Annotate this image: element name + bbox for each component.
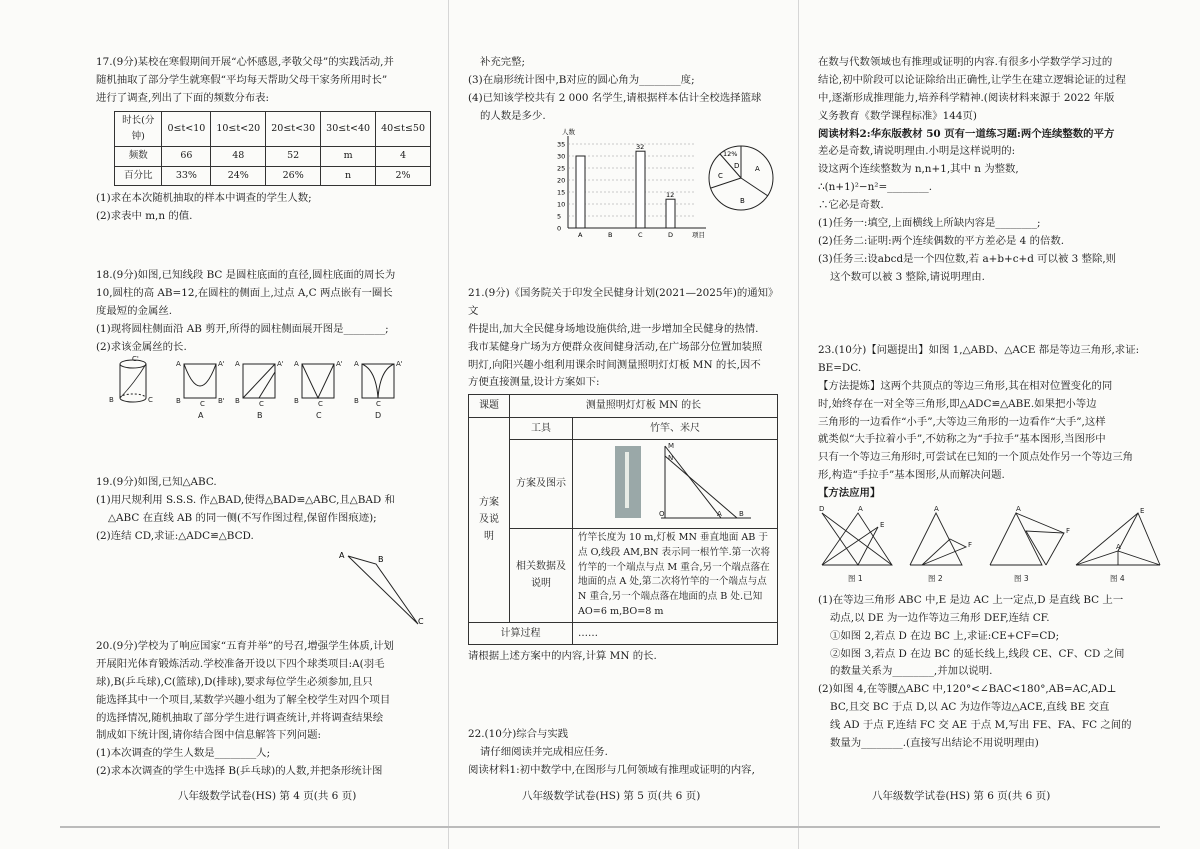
- question-23: [818, 342, 1163, 753]
- q20-sub: (3)在扇形统计图中,B对应的圆心角为________度;: [468, 73, 695, 86]
- svg-text:N: N: [668, 453, 674, 462]
- question-22: [468, 726, 786, 780]
- table-cell: 52: [266, 147, 321, 166]
- q22-line: 阅读材料1:初中数学中,在图形与几何领域有推理或证明的内容,: [468, 763, 755, 776]
- q23-line: 时,始终存在一对全等三角形,即△ADC≌△ABE.如果把小等边: [818, 397, 1097, 410]
- svg-text:A: A: [858, 505, 863, 514]
- svg-text:M: M: [668, 441, 675, 450]
- svg-text:E: E: [880, 521, 885, 530]
- table-cell: 2%: [376, 166, 431, 185]
- table-cell: ……: [573, 623, 778, 645]
- svg-text:C: C: [376, 400, 381, 409]
- q21-line: 我市某健身广场为方便群众夜间健身活动,在广场部分位置加装照: [468, 340, 763, 353]
- question-17: [96, 54, 431, 226]
- pie-label: A: [755, 164, 760, 173]
- bar-A: [576, 156, 585, 228]
- vertex-label: A: [339, 550, 345, 560]
- y-tick-label: 15: [557, 188, 566, 197]
- q21-line: 方便直接测量,设计方案如下:: [468, 376, 600, 389]
- svg-text:D: D: [819, 505, 825, 514]
- svg-text:O: O: [659, 509, 665, 518]
- q20-sub: 补充完整;: [480, 56, 526, 68]
- table-cell: 方案及图示: [510, 439, 573, 528]
- svg-text:B: B: [354, 397, 359, 406]
- q23-line: 三角形的一边看作“小手”,大等边三角形的一边看作“大手”,这样: [818, 415, 1106, 428]
- q22-line: 请仔细阅读并完成相应任务.: [480, 745, 608, 758]
- y-tick-label: 0: [557, 224, 562, 233]
- table-row: [469, 623, 778, 645]
- table-cell: 课题: [469, 395, 510, 417]
- q22-task: 这个数可以被 3 整除,请说明理由.: [830, 270, 985, 283]
- q17-line: 17.(9分)某校在寒假期间开展“心怀感恩,孝敬父母”的实践活动,并: [96, 56, 394, 68]
- x-tick-label: C: [638, 230, 643, 239]
- svg-text:A: A: [294, 360, 299, 369]
- svg-text:C: C: [200, 400, 205, 409]
- pie-chart: [709, 146, 773, 210]
- table-cell: 33%: [162, 166, 211, 185]
- question-20-continued: [468, 54, 786, 244]
- bar-and-pie-charts: [468, 126, 786, 244]
- table-cell: 竹竿、米尺: [573, 417, 778, 439]
- svg-text:C: C: [318, 400, 323, 409]
- svg-text:A': A': [336, 360, 343, 369]
- q21-line: 件提出,加大全民健身场地设施供给,进一步增加全民健身的热情.: [468, 322, 759, 335]
- svg-text:C': C': [132, 356, 139, 364]
- q18-line: 10,圆柱的高 AB=12,在圆柱的侧面上,过点 A,C 两点嵌有一圈长: [96, 286, 393, 299]
- q20-line: 球),B(乒乓球),C(篮球),D(排球),要求每位学生必须参加,且只: [96, 675, 373, 688]
- data-label: 12: [666, 190, 675, 199]
- q22-line: 阅读材料2:华东版教材 50 页有一道练习题:两个连续整数的平方: [818, 127, 1115, 140]
- option-label: B: [257, 411, 263, 421]
- q20-sub: (4)已知该学校共有 2 000 名学生,请根据样本估计全校选择篮球: [468, 91, 762, 104]
- figure-caption: 图 4: [1110, 574, 1125, 584]
- q20-sub: (1)本次调查的学生人数是________人;: [96, 747, 271, 760]
- table-cell: 相关数据及说明: [510, 528, 573, 622]
- q19-sub: (1)用尺规利用 S.S.S. 作△BAD,使得△BAD≌△ABC,且△BAD 和: [96, 493, 395, 506]
- q20-line: 的选择情况,随机抽取了部分学生进行调查统计,并将调查结果绘: [96, 711, 384, 724]
- figure-caption: 图 1: [848, 574, 863, 584]
- table-cell: 频数: [115, 147, 162, 166]
- x-tick-label: D: [668, 230, 674, 239]
- q23-line: 就类似“大手拉着小手”,不妨称之为“手拉手”基本图形,当图形中: [818, 433, 1106, 446]
- q20-sub: 的人数是多少.: [480, 109, 546, 122]
- q20-line: 20.(9分)学校为了响应国家“五育并举”的号召,增强学生体质,计划: [96, 640, 394, 652]
- cylinder-figures: [96, 356, 416, 422]
- y-tick-label: 10: [557, 200, 566, 209]
- table-cell: 10≤t<20: [211, 111, 266, 147]
- page-divider: [798, 0, 799, 849]
- triangle-abc-figure: [96, 546, 431, 626]
- table-row: [469, 439, 778, 528]
- table-cell: 测量照明灯灯板 MN 的长: [510, 395, 778, 417]
- scheme-table: [468, 394, 778, 645]
- svg-text:B: B: [235, 397, 240, 406]
- q17-line: 进行了调查,列出了下面的频数分布表:: [96, 91, 270, 104]
- question-22-continued: [818, 54, 1163, 287]
- svg-text:C: C: [259, 400, 264, 409]
- q23-line: BE=DC.: [818, 361, 862, 374]
- bar-chart: [557, 127, 706, 239]
- q20-charts: [468, 126, 786, 244]
- q19-sub: △ABC 在直线 AB 的同一侧(不写作图过程,保留作图痕迹);: [108, 511, 377, 524]
- page-footer: 八年级数学试卷(HS) 第 5 页(共 6 页): [522, 790, 701, 802]
- y-axis-title: 人数: [562, 127, 575, 136]
- q23-figures: [818, 503, 1163, 585]
- svg-text:A': A': [218, 360, 225, 369]
- question-21: [468, 285, 786, 666]
- svg-text:B: B: [294, 397, 299, 406]
- table-cell: 24%: [211, 166, 266, 185]
- q17-sub: (1)求在本次随机抽取的样本中调查的学生人数;: [96, 191, 312, 204]
- question-19: [96, 474, 431, 632]
- table-cell: 20≤t<30: [266, 111, 321, 147]
- table-cell: 竹竿长度为 10 m,灯板 MN 垂直地面 AB 于点 O,线段 AM,BN 表示同一根竹竿.第一次将竹竿的一个端点与点 M 重合,另一个端点落在地面的点 A 处,第二次将竹竿的一个端点与点 N 重合,另一个端点落在地面的点 B 处.已知 AO=6 m,BO=8 m: [573, 528, 778, 622]
- svg-text:A: A: [354, 360, 359, 369]
- table-row: [115, 147, 431, 166]
- q20-line: 能选择其中一个项目,某数学兴趣小组为了解全校学生对四个项目: [96, 693, 391, 706]
- page-footer: 八年级数学试卷(HS) 第 4 页(共 6 页): [178, 790, 357, 802]
- table-cell: 百分比: [115, 166, 162, 185]
- table-row: [115, 166, 431, 185]
- y-tick-label: 25: [557, 164, 566, 173]
- svg-text:A: A: [934, 505, 939, 514]
- pie-label: C: [718, 171, 723, 180]
- table-row: [115, 111, 431, 147]
- option-label: A: [198, 411, 204, 421]
- q21-line: 明灯,向阳兴趣小组利用课余时间测量照明灯灯板 MN 的长,因不: [468, 358, 761, 371]
- q22-task: (1)任务一:填空,上面横线上所缺内容是________;: [818, 217, 1041, 230]
- table-cell: 方案及说明: [469, 417, 510, 623]
- svg-text:B': B': [218, 397, 225, 406]
- table-cell: 66: [162, 147, 211, 166]
- x-tick-label: B: [608, 230, 613, 239]
- q23-sub: BC,且交 BC 于点 D,以 AC 为边作等边△ACE,直线 BE 交直: [830, 701, 1110, 714]
- q22-line: 在数与代数领域也有推理或证明的内容.有很多小学数学学习过的: [818, 56, 1113, 68]
- frequency-table: [114, 111, 431, 186]
- table-row: [469, 395, 778, 417]
- svg-text:A: A: [1016, 505, 1021, 514]
- svg-text:B: B: [739, 509, 744, 518]
- table-cell: 时长(分钟): [115, 111, 162, 147]
- q23-sub: 线 AD 于点 F,连结 FC 交 AE 于点 M,写出 FE、FA、FC 之间的: [830, 719, 1132, 732]
- svg-text:A': A': [396, 360, 403, 369]
- q23-line: 【方法应用】: [818, 487, 881, 500]
- pie-label: B: [740, 196, 745, 205]
- q23-line: 【方法提炼】这两个共顶点的等边三角形,其在相对位置变化的同: [818, 379, 1113, 392]
- data-label: 32: [636, 142, 645, 151]
- q22-line: 结论,初中阶段可以论证除给出正确性,让学生在建立逻辑论证的过程: [818, 73, 1126, 86]
- lamp-pole: [625, 452, 629, 508]
- q20-sub: (2)求本次调查的学生中选择 B(乒乓球)的人数,并把条形统计图: [96, 765, 383, 778]
- q23-line: 形,构造“手拉手”基本图形,从而解决问题.: [818, 469, 1005, 482]
- q22-line: ∴(n+1)²−n²=________.: [818, 181, 933, 194]
- question-18: [96, 267, 431, 429]
- table-cell: 48: [211, 147, 266, 166]
- y-tick-label: 20: [557, 176, 566, 185]
- q20-line: 开展阳光体育锻炼活动.学校准备开设以下四个球类项目:A(羽毛: [96, 657, 385, 670]
- q18-sub: (2)求该金属丝的长.: [96, 340, 187, 353]
- q22-line: 差必是奇数,请说明理由.小明是这样说明的:: [818, 145, 1016, 158]
- x-axis-title: 项目: [692, 230, 705, 239]
- svg-text:B: B: [109, 396, 114, 405]
- svg-text:C: C: [148, 396, 153, 405]
- table-cell: 工具: [510, 417, 573, 439]
- bar-C: [636, 151, 645, 228]
- y-tick-label: 5: [557, 212, 562, 221]
- q17-sub: (2)求表中 m,n 的值.: [96, 209, 193, 222]
- q23-sub: ②如图 3,若点 D 在边 BC 的延长线上,线段 CE、CF、CD 之间: [830, 647, 1125, 660]
- q23-sub: ①如图 2,若点 D 在边 BC 上,求证:CE+CF=CD;: [830, 629, 1060, 642]
- q17-line: 随机抽取了部分学生就寒假“平均每天帮助父母干家务所用时长”: [96, 73, 388, 86]
- bar-D: [666, 199, 675, 228]
- q22-line: 设这两个连续整数为 n,n+1,其中 n 为整数,: [818, 163, 1019, 176]
- x-tick-label: A: [578, 230, 583, 239]
- q23-sub: 数量为________.(直接写出结论不用说明理由): [830, 737, 1039, 750]
- option-label: D: [375, 411, 382, 421]
- q23-line: 只有一个等边三角形时,可尝试在已知的一个顶点处作另一个等边三角: [818, 451, 1134, 464]
- table-cell: m: [321, 147, 376, 166]
- q23-sub: 动点,以 DE 为一边作等边三角形 DEF,连结 CF.: [830, 611, 1050, 624]
- table-cell: [573, 439, 778, 528]
- svg-text:A: A: [1116, 543, 1121, 552]
- option-label: C: [316, 411, 322, 421]
- svg-text:A': A': [277, 360, 284, 369]
- q22-line: 中,逐渐形成推理能力,培养科学精神.(阅读材料来源于 2022 年版: [818, 91, 1115, 104]
- table-cell: n: [321, 166, 376, 185]
- q22-line: ∴它必是奇数.: [818, 199, 884, 212]
- q19-line: 19.(9分)如图,已知△ABC.: [96, 476, 217, 488]
- q19-sub: (2)连结 CD,求证:△ADC≌△BCD.: [96, 529, 254, 542]
- lamp-measurement-figure: [573, 440, 763, 522]
- table-cell: 40≤t≤50: [376, 111, 431, 147]
- q22-line: 22.(10分)综合与实践: [468, 728, 569, 740]
- page-5: [468, 50, 786, 795]
- pie-label: D: [734, 161, 740, 170]
- svg-text:E: E: [1140, 507, 1145, 516]
- page-4: [96, 50, 431, 795]
- q23-line: 23.(10分)【问题提出】如图 1,△ABD、△ACE 都是等边三角形,求证:: [818, 344, 1140, 356]
- q21-line: 21.(9分)《国务院关于印发全民健身计划(2021—2025年)的通知》文: [468, 287, 779, 317]
- table-cell: 4: [376, 147, 431, 166]
- page-6: [818, 50, 1163, 795]
- q18-line: 18.(9分)如图,已知线段 BC 是圆柱底面的直径,圆柱底面的周长为: [96, 269, 396, 281]
- svg-text:A: A: [717, 509, 722, 518]
- q23-sub: (2)如图 4,在等腰△ABC 中,120°<∠BAC<180°,AB=AC,AD⊥: [818, 683, 1117, 696]
- question-20: [96, 638, 431, 781]
- q22-task: (2)任务二:证明:两个连续偶数的平方差必是 4 的倍数.: [818, 234, 1065, 247]
- vertex-label: B: [378, 554, 384, 564]
- pie-label: 12%: [723, 149, 738, 158]
- q20-line: 制成如下统计图,请你结合图中信息解答下列问题:: [96, 729, 322, 742]
- table-cell: 计算过程: [469, 623, 573, 645]
- bottom-edge-shadow: [60, 826, 1160, 828]
- svg-text:F: F: [968, 541, 973, 550]
- svg-text:A: A: [235, 360, 240, 369]
- q21-ask: 请根据上述方案中的内容,计算 MN 的长.: [468, 650, 657, 663]
- table-cell: 26%: [266, 166, 321, 185]
- page-footer: 八年级数学试卷(HS) 第 6 页(共 6 页): [872, 790, 1051, 802]
- q18-sub: (1)现将圆柱侧面沿 AB 剪开,所得的圆柱侧面展开图是________;: [96, 322, 389, 335]
- vertex-label: C: [418, 616, 424, 626]
- svg-text:B: B: [176, 397, 181, 406]
- q22-task: (3)任务三:设abcd是一个四位数,若 a+b+c+d 可以被 3 整除,则: [818, 252, 1117, 265]
- page-divider: [448, 0, 449, 849]
- y-tick-label: 30: [557, 152, 566, 161]
- figure-caption: 图 3: [1014, 574, 1029, 584]
- table-cell: 0≤t<10: [162, 111, 211, 147]
- table-row: [469, 417, 778, 439]
- table-cell: 30≤t<40: [321, 111, 376, 147]
- q18-line: 度最短的金属丝.: [96, 304, 173, 317]
- q23-sub: (1)在等边三角形 ABC 中,E 是边 AC 上一定点,D 是直线 BC 上一: [818, 593, 1124, 606]
- figure-caption: 图 2: [928, 574, 943, 584]
- q23-sub: 的数量关系为________,并加以说明.: [830, 665, 993, 678]
- q22-line: 义务教育《数学课程标准》144页): [818, 109, 977, 122]
- svg-text:A: A: [176, 360, 181, 369]
- svg-text:F: F: [1066, 527, 1071, 536]
- table-row: [469, 528, 778, 622]
- y-tick-label: 35: [557, 140, 566, 149]
